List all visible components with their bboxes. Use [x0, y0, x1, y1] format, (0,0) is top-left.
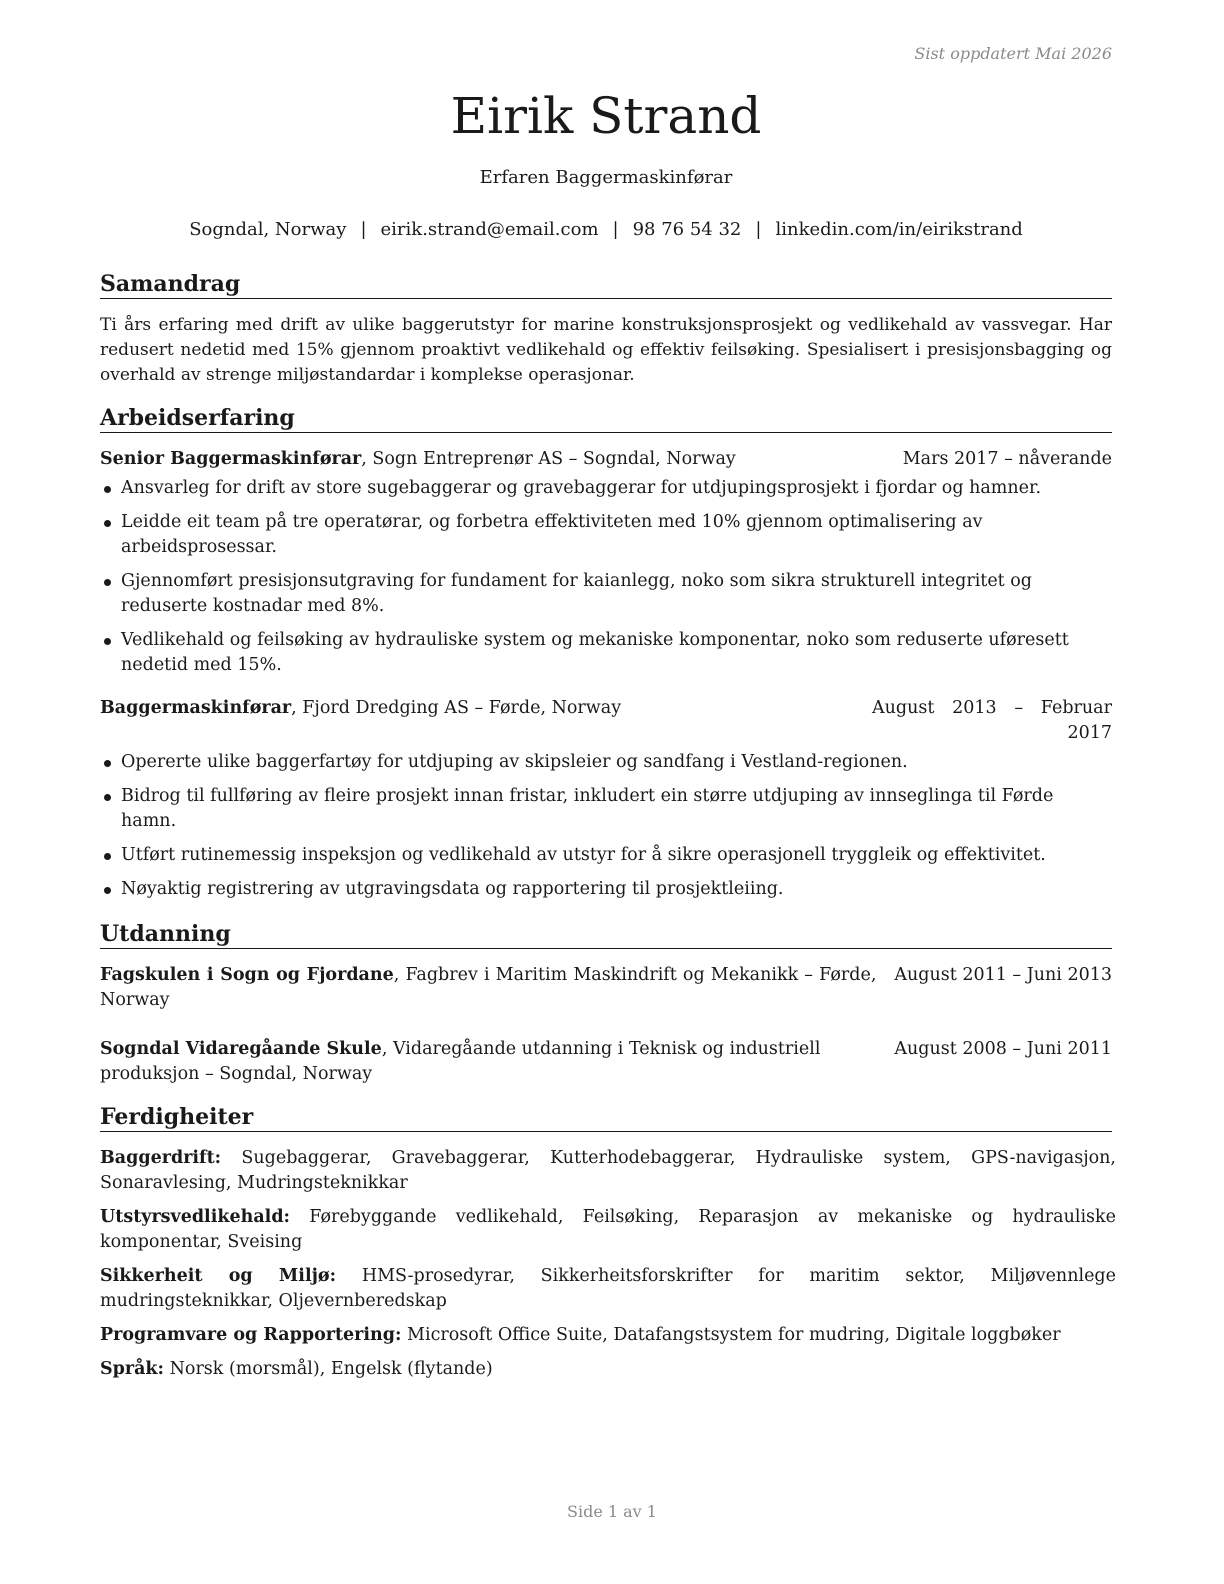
- last-updated: Sist oppdatert Mai 2026: [914, 44, 1112, 63]
- skill-label: Utstyrsvedlikehald:: [100, 1207, 291, 1227]
- summary-section: [100, 270, 1112, 388]
- skill-label: Baggerdrift:: [100, 1148, 222, 1168]
- education-dates: August 2011 – Juni 2013: [894, 965, 1112, 985]
- education-detail: , Fagbrev i Maritim Maskindrift og Mekanikk – Førde, Norway: [100, 965, 877, 1010]
- job-bullet: Bidrog til fullføring av fleire prosjekt innan fristar, inkludert ein større utdjuping av innseglinga til Førde hamn.: [100, 784, 1112, 834]
- job-entry: [100, 696, 1112, 902]
- job-role: Baggermaskinførar: [100, 698, 292, 718]
- job-dates: August 2013 – Februar 2017: [872, 698, 1112, 743]
- job-org: , Sogn Entreprenør AS – Sogndal, Norway: [361, 449, 736, 469]
- summary-heading: Samandrag: [100, 270, 1112, 299]
- contact-linkedin[interactable]: linkedin.com/in/eirikstrand: [775, 219, 1023, 240]
- skill-label: Sikkerheit og Miljø:: [100, 1266, 337, 1286]
- skills-section: [100, 1103, 1116, 1382]
- education-entry: [100, 963, 1112, 1013]
- skill-line: [100, 1357, 1116, 1382]
- skill-value: Norsk (morsmål), Engelsk (flytande): [164, 1359, 493, 1379]
- education-dates: August 2008 – Juni 2011: [894, 1039, 1112, 1059]
- job-bullet: Leidde eit team på tre operatørar, og forbetra effektiviteten med 10% gjennom optimalisering av arbeidsprosessar.: [100, 510, 1112, 560]
- job-bullet: Gjennomført presisjonsutgraving for fundament for kaianlegg, noko som sikra strukturell integritet og reduserte kostnadar med 8%.: [100, 569, 1112, 619]
- experience-section: [100, 404, 1112, 902]
- skill-line: [100, 1323, 1116, 1348]
- education-school-detail: [100, 963, 894, 1013]
- education-detail: , Vidaregåande utdanning i Teknisk og industriell produksjon – Sogndal, Norway: [100, 1039, 821, 1084]
- contact-separator: |: [612, 219, 619, 240]
- page-number: Side 1 av 1: [567, 1502, 657, 1521]
- job-bullet: Utført rutinemessig inspeksjon og vedlikehald av utstyr for å sikre operasjonell tryggleik og effektivitet.: [100, 843, 1112, 868]
- contact-line: [100, 219, 1112, 240]
- job-entry: [100, 447, 1112, 678]
- education-entry: [100, 1037, 1112, 1087]
- skills-heading: Ferdigheiter: [100, 1103, 1112, 1132]
- skill-value: Sugebaggerar, Gravebaggerar, Kutterhodebaggerar, Hydrauliske system, GPS-navigasjon, Sonaravlesing, Mudringsteknikkar: [100, 1148, 1116, 1193]
- skill-value: HMS-prosedyrar, Sikkerheitsforskrifter for maritim sektor, Miljøvennlege mudringsteknikkar, Oljevernberedskap: [100, 1266, 1116, 1311]
- job-org: , Fjord Dredging AS – Førde, Norway: [291, 698, 622, 718]
- skill-line: [100, 1264, 1116, 1314]
- skill-label: Programvare og Rapportering:: [100, 1325, 402, 1345]
- job-header: [100, 696, 1112, 746]
- candidate-title: Erfaren Baggermaskinførar: [479, 167, 733, 188]
- summary-text: Ti års erfaring med drift av ulike baggerutstyr for marine konstruksjonsprosjekt og vedlikehald av vassvegar. Har redusert nedetid med 15% gjennom proaktivt vedlikehald og effektiv feilsøking. Spesialisert i presisjonsbagging og overhald av strenge miljøstandardar i komplekse operasjonar.: [100, 315, 1112, 385]
- contact-separator: |: [755, 219, 762, 240]
- experience-heading: Arbeidserfaring: [100, 404, 1112, 433]
- education-section: [100, 920, 1112, 1087]
- job-bullet: Nøyaktig registrering av utgravingsdata og rapportering til prosjektleiing.: [100, 877, 1112, 902]
- education-school: Sogndal Vidaregåande Skule: [100, 1039, 382, 1059]
- education-school: Fagskulen i Sogn og Fjordane: [100, 965, 394, 985]
- contact-separator: |: [360, 219, 367, 240]
- education-school-detail: [100, 1037, 894, 1087]
- education-heading: Utdanning: [100, 920, 1112, 949]
- contact-phone: 98 76 54 32: [632, 219, 742, 240]
- skill-value: Førebyggande vedlikehald, Feilsøking, Reparasjon av mekaniske og hydrauliske komponentar, Sveising: [100, 1207, 1116, 1252]
- contact-email[interactable]: eirik.strand@email.com: [380, 219, 599, 240]
- skill-line: [100, 1205, 1116, 1255]
- job-role-org: [100, 447, 903, 472]
- skill-label: Språk:: [100, 1359, 165, 1379]
- job-dates: Mars 2017 – nåverande: [902, 449, 1112, 469]
- resume-content: [100, 270, 1116, 1398]
- job-bullet: Ansvarleg for drift av store sugebaggerar og gravebaggerar for utdjupingsprosjekt i fjordar og hamner.: [100, 476, 1112, 501]
- job-header: [100, 447, 1112, 472]
- candidate-name: Eirik Strand: [450, 87, 762, 145]
- job-bullet: Opererte ulike baggerfartøy for utdjuping av skipsleier og sandfang i Vestland-regionen.: [100, 750, 1112, 775]
- job-role: Senior Baggermaskinførar: [100, 449, 362, 469]
- job-bullets: [100, 750, 1112, 902]
- contact-location: Sogndal, Norway: [189, 219, 347, 240]
- skill-value: Microsoft Office Suite, Datafangstsystem for mudring, Digitale loggbøker: [401, 1325, 1061, 1345]
- skill-line: [100, 1146, 1116, 1196]
- job-bullet: Vedlikehald og feilsøking av hydrauliske system og mekaniske komponentar, noko som reduserte uføresett nedetid med 15%.: [100, 628, 1112, 678]
- job-bullets: [100, 476, 1112, 678]
- job-role-org: [100, 696, 872, 721]
